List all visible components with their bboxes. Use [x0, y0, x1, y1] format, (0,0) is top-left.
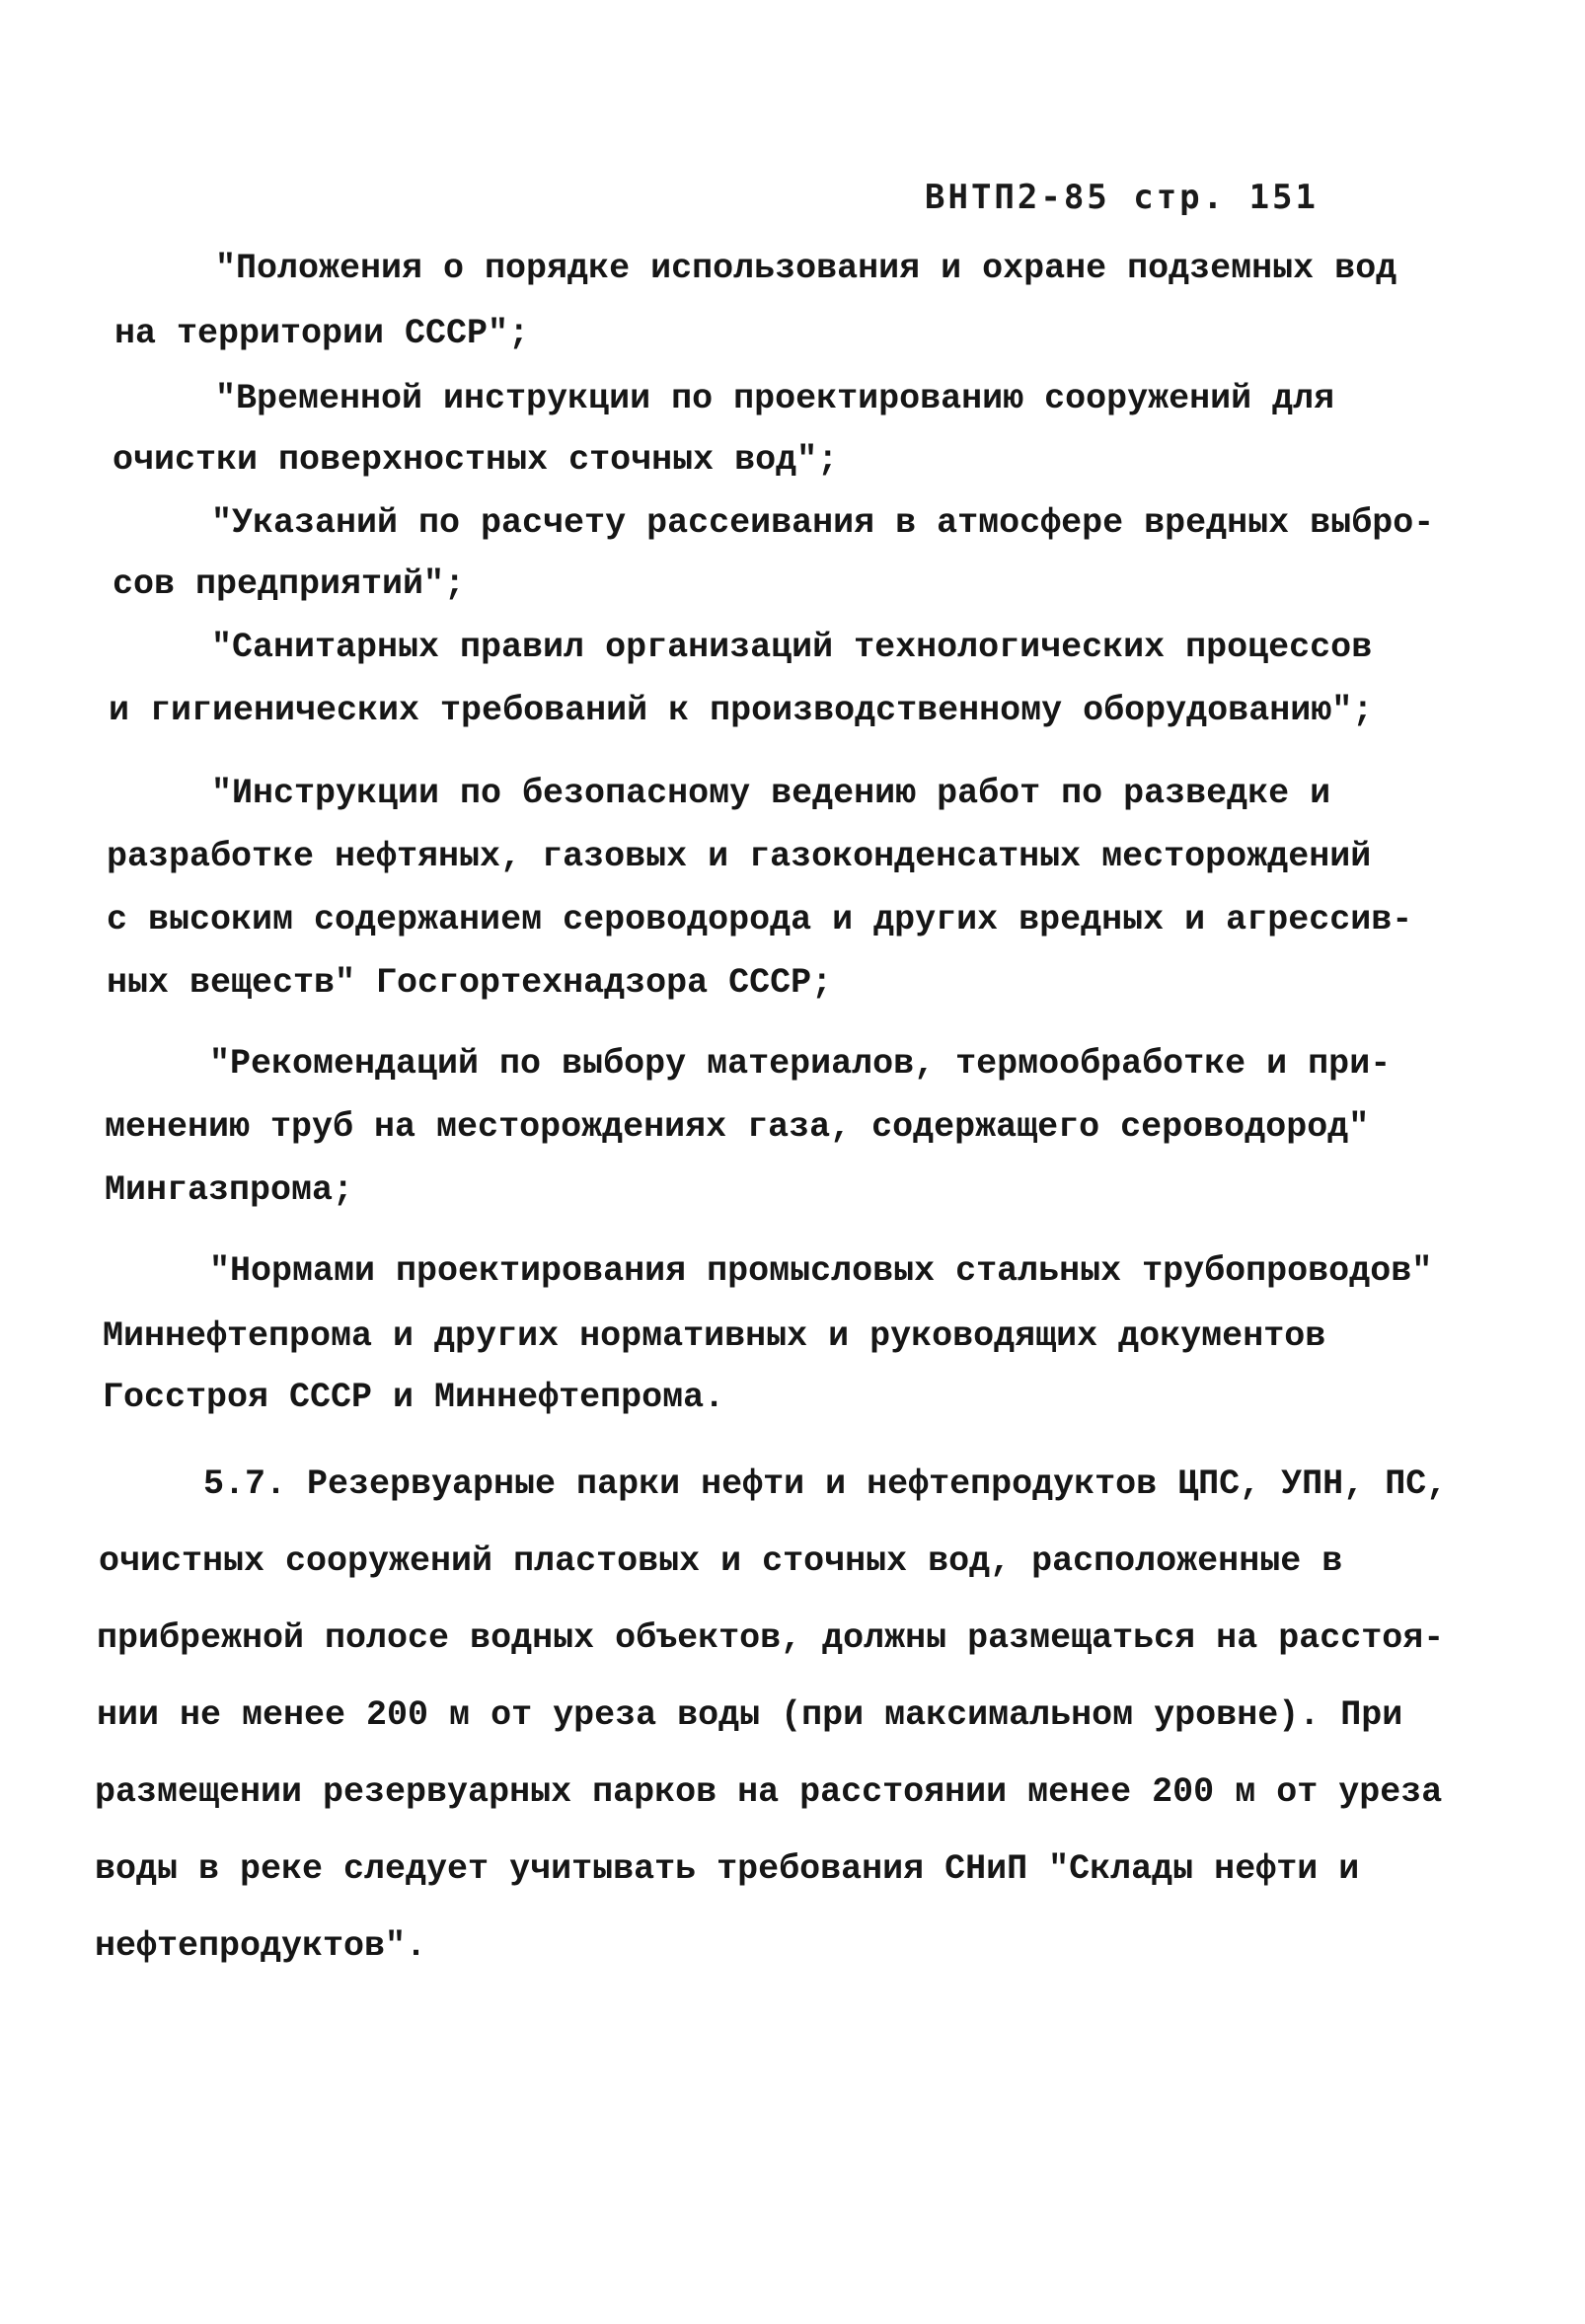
page-header: ВНТП2-85 стр. 151 [925, 178, 1319, 217]
text-line: "Нормами проектирования промысловых стальных трубопроводов" [209, 1251, 1433, 1291]
text-line: очистки поверхностных сточных вод"; [113, 440, 839, 480]
text-line: "Рекомендаций по выбору материалов, термообработке и при- [209, 1044, 1392, 1084]
text-line: Мингазпрома; [105, 1170, 354, 1210]
text-line: воды в реке следует учитывать требования СНиП "Склады нефти и [95, 1849, 1360, 1889]
text-line: "Временной инструкции по проектированию сооружений для [215, 379, 1335, 418]
text-line: нии не менее 200 м от уреза воды (при максимальном уровне). При [97, 1695, 1403, 1735]
text-line: "Санитарных правил организаций технологических процессов [211, 628, 1373, 667]
text-line: и гигиенических требований к производственному оборудованию"; [109, 691, 1374, 730]
text-line: "Инструкции по безопасному ведению работ по разведке и [211, 774, 1331, 813]
text-line: сов предприятий"; [113, 564, 466, 604]
text-line: на территории СССР"; [114, 314, 530, 353]
text-line: 5.7. Резервуарные парки нефти и нефтепродуктов ЦПС, УПН, ПС, [203, 1464, 1448, 1504]
text-line: разработке нефтяных, газовых и газоконденсатных месторождений [107, 837, 1372, 876]
text-line: Госстроя СССР и Миннефтепрома. [103, 1378, 725, 1417]
text-line: с высоким содержанием сероводорода и других вредных и агрессив- [107, 900, 1413, 939]
text-line: нефтепродуктов". [95, 1926, 427, 1966]
text-line: Миннефтепрома и других нормативных и руководящих документов [103, 1316, 1326, 1356]
text-line: "Положения о порядке использования и охране подземных вод [215, 249, 1397, 288]
text-line: очистных сооружений пластовых и сточных вод, расположенные в [99, 1541, 1343, 1581]
text-line: размещении резервуарных парков на расстоянии менее 200 м от уреза [95, 1772, 1443, 1812]
text-line: ных веществ" Госгортехнадзора СССР; [107, 963, 833, 1003]
text-line: менению труб на месторождениях газа, содержащего сероводород" [105, 1107, 1370, 1147]
text-line: прибрежной полосе водных объектов, должны размещаться на расстоя- [97, 1618, 1445, 1658]
text-line: "Указаний по расчету рассеивания в атмосфере вредных выбро- [211, 503, 1435, 543]
